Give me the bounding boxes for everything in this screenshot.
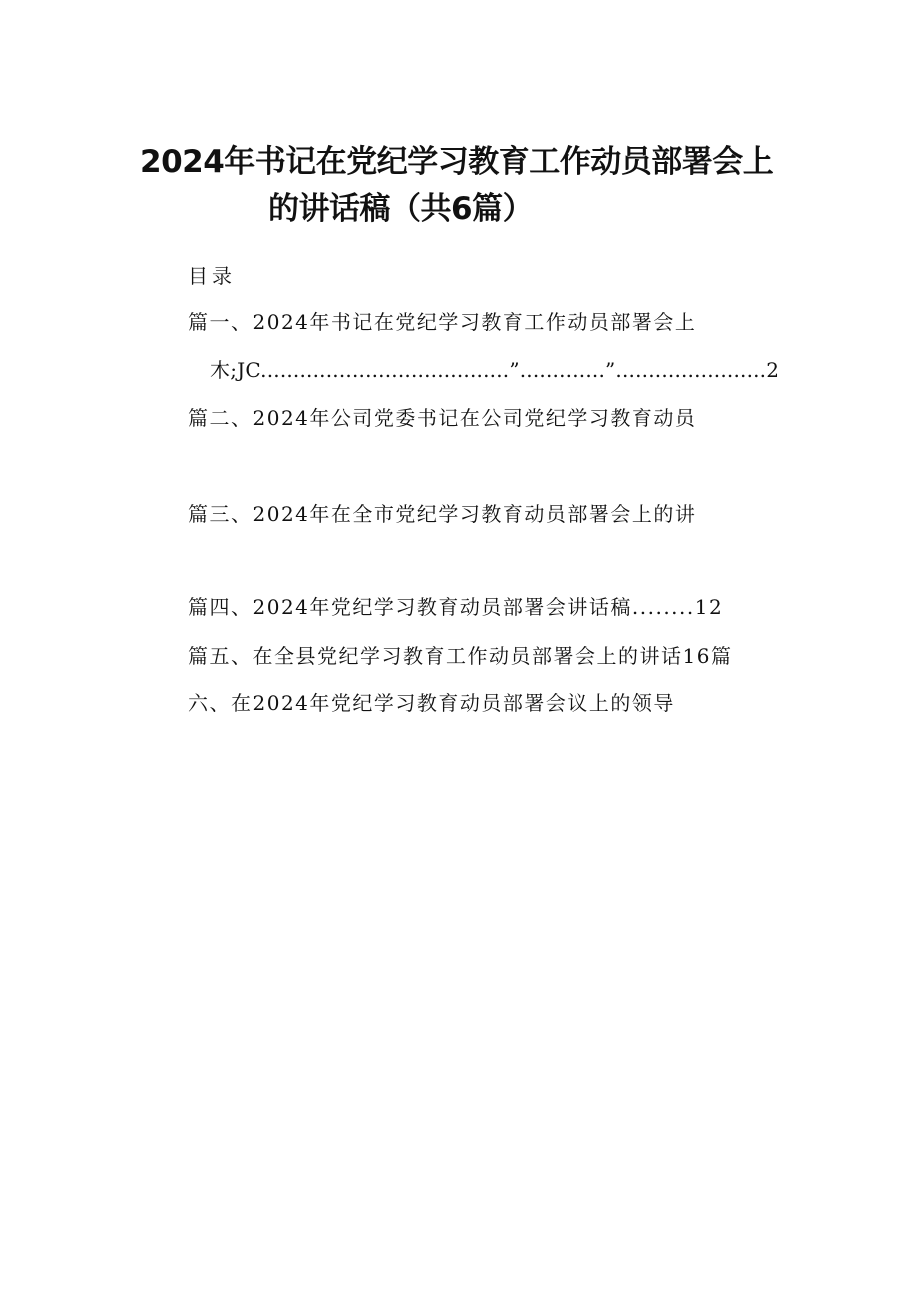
toc-entry-2[interactable]: 篇二、2024年公司党委书记在公司党纪学习教育动员 — [188, 406, 697, 430]
toc-entry-3[interactable]: 篇三、2024年在全市党纪学习教育动员部署会上的讲 — [188, 502, 697, 526]
document-title-line-2: 的讲话稿（共6篇） — [268, 191, 534, 227]
toc-entry-4[interactable]: 篇四、2024年党纪学习教育动员部署会讲话稿........12 — [188, 595, 724, 619]
toc-entry-5[interactable]: 篇五、在全县党纪学习教育工作动员部署会上的讲话16篇 — [188, 644, 733, 668]
document-title-line-1: 2024年书记在党纪学习教育工作动员部署会上 — [140, 144, 774, 180]
toc-heading: 目录 — [188, 264, 236, 288]
toc-entry-6[interactable]: 六、在2024年党纪学习教育动员部署会议上的领导 — [188, 691, 675, 715]
toc-entry-1[interactable]: 篇一、2024年书记在党纪学习教育工作动员部署会上 — [188, 310, 697, 334]
toc-entry-1-continuation[interactable]: 木;JC......................................”.............”.......................2 — [210, 358, 780, 382]
